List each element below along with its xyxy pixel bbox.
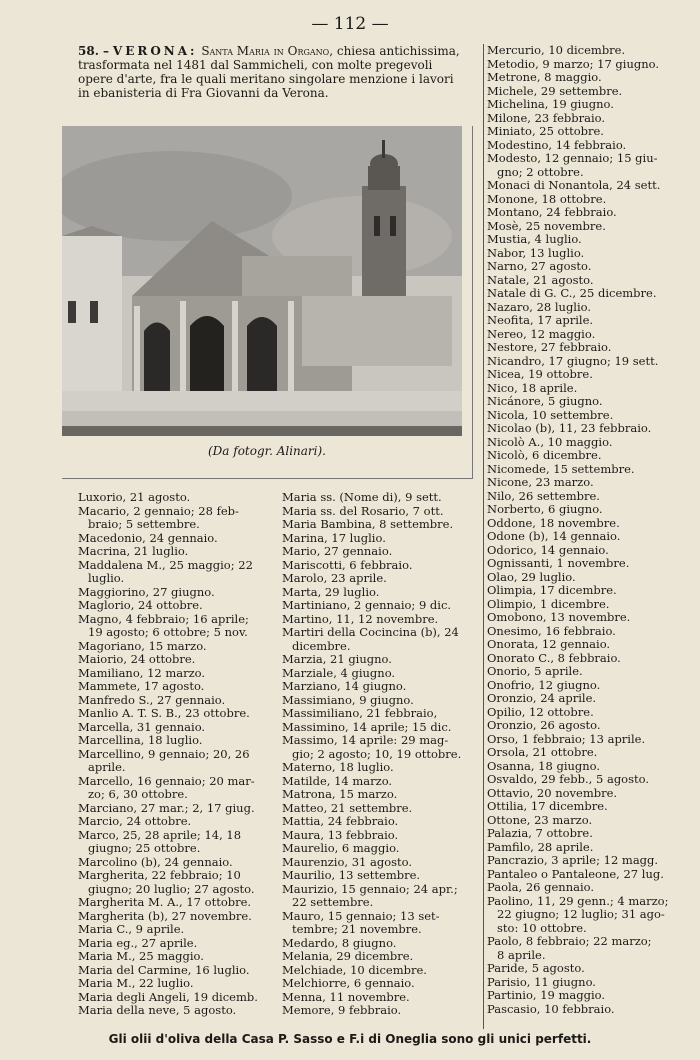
- figure-place: Santa Maria in Organo,: [201, 44, 334, 58]
- saint-entry: Paolino, 11, 29 genn.; 4 marzo; 22 giugno; 12 luglio; 31 ago- sto: 10 ottobre.: [487, 893, 669, 935]
- saint-entry: Paride, 5 agosto.: [487, 961, 585, 975]
- saint-entry: Maria M., 22 luglio.: [78, 976, 194, 990]
- saint-entry: Pancrazio, 3 aprile; 12 magg.: [487, 853, 659, 867]
- saint-entry: Maurelio, 6 maggio.: [282, 841, 400, 855]
- saint-entry: Michele, 29 settembre.: [487, 83, 623, 98]
- saint-entry: Orsola, 21 ottobre.: [487, 745, 598, 759]
- saint-entry: Marziale, 4 giugno.: [282, 665, 396, 680]
- saint-entry: Margherita (b), 27 novembre.: [78, 908, 252, 923]
- saint-entry: Maglorio, 24 ottobre.: [78, 598, 203, 612]
- saint-entry: Paolo, 8 febbraio; 22 marzo; 8 aprile.: [487, 934, 652, 962]
- saint-entry: Pamfilo, 28 aprile.: [487, 839, 594, 854]
- saint-entry: Norberto, 6 giugno.: [487, 502, 603, 516]
- saint-entry: Maggiorino, 27 giugno.: [78, 584, 215, 599]
- advertisement-footer: Gli olii d'oliva della Casa P. Sasso e F.i di Oneglia sono gli unici perfetti.: [108, 1032, 592, 1046]
- saint-entry: Monone, 18 ottobre.: [487, 191, 607, 206]
- saint-entry: Massimino, 14 aprile; 15 dic.: [282, 719, 452, 734]
- saint-entry: Mammete, 17 agosto.: [78, 679, 205, 693]
- saint-entry: Maria C., 9 aprile.: [78, 922, 185, 936]
- saint-entry: Marina, 17 luglio.: [282, 530, 386, 545]
- saint-entry: Menna, 11 novembre.: [282, 989, 410, 1004]
- saint-entry: Macario, 2 gennaio; 28 feb- braio; 5 settembre.: [78, 503, 239, 531]
- saint-entry: Maurilio, 13 settembre.: [282, 868, 421, 882]
- saint-entry: Nazaro, 28 luglio.: [487, 299, 592, 314]
- saint-entry: Maria M., 25 maggio.: [78, 949, 204, 963]
- saint-entry: Nicea, 19 ottobre.: [487, 367, 593, 381]
- saint-entry: Milone, 23 febbraio.: [487, 110, 606, 125]
- saint-entry: Nestore, 27 febbraio.: [487, 340, 612, 354]
- saint-entry: Massimiano, 9 giugno.: [282, 692, 414, 707]
- saint-entry: Melchiade, 10 dicembre.: [282, 962, 427, 977]
- saint-entry: Melania, 29 dicembre.: [282, 949, 414, 963]
- saint-entry: Nicánore, 5 giugno.: [487, 394, 603, 408]
- saint-entry: Maria della neve, 5 agosto.: [78, 1003, 237, 1017]
- saint-entry: Macrina, 21 luglio.: [78, 544, 189, 558]
- saint-entry: Parisio, 11 giugno.: [487, 974, 596, 989]
- saint-entry: Montano, 24 febbraio.: [487, 205, 617, 219]
- saint-entry: Maurenzio, 31 agosto.: [282, 854, 413, 869]
- saint-entry: Manlio A. T. S. B., 23 ottobre.: [78, 706, 250, 720]
- saint-entry: Oddone, 18 novembre.: [487, 515, 620, 530]
- saint-entry: Margherita, 22 febbraio; 10 giugno; 20 luglio; 27 agosto.: [78, 868, 255, 896]
- saint-entry: Neofita, 17 aprile.: [487, 313, 594, 327]
- saint-entry: Ottilia, 17 dicembre.: [487, 799, 608, 813]
- saint-entry: Maddalena M., 25 maggio; 22 luglio.: [78, 557, 253, 585]
- saint-entry: Magoriano, 15 marzo.: [78, 638, 207, 653]
- saint-entry: Miniato, 25 ottobre.: [487, 124, 604, 138]
- saint-entry: Ognissanti, 1 novembre.: [487, 556, 630, 570]
- photo-frame: [62, 126, 473, 479]
- saint-entry: Nico, 18 aprile.: [487, 380, 578, 395]
- saint-entry: Osanna, 18 giugno.: [487, 758, 601, 773]
- saint-entry: Martino, 11, 12 novembre.: [282, 611, 439, 626]
- saint-entry: Medardo, 8 giugno.: [282, 935, 397, 950]
- saint-entry: Matteo, 21 settembre.: [282, 800, 413, 815]
- saint-entry: Onorio, 5 aprile.: [487, 664, 583, 678]
- saint-entry: Nicolò, 6 dicembre.: [487, 448, 602, 462]
- saint-entry: Olimpio, 1 dicembre.: [487, 596, 610, 611]
- saint-entry: Oronzio, 26 agosto.: [487, 718, 601, 732]
- saint-entry: Marta, 29 luglio.: [282, 584, 380, 599]
- saint-entry: Mattia, 24 febbraio.: [282, 814, 399, 828]
- saint-entry: Marcello, 16 gennaio; 20 mar- zo; 6, 30 ottobre.: [78, 773, 255, 801]
- saint-entry: Nicolò A., 10 maggio.: [487, 434, 613, 449]
- saint-entry: Matrona, 15 marzo.: [282, 787, 398, 801]
- saint-entry: Orso, 1 febbraio; 13 aprile.: [487, 731, 646, 746]
- saint-entry: Memore, 9 febbraio.: [282, 1003, 402, 1017]
- saint-entry: Palazia, 7 ottobre.: [487, 826, 593, 840]
- saint-entry: Massimo, 14 aprile: 29 mag- gio; 2 agosto; 10, 19 ottobre.: [282, 733, 462, 761]
- saint-entry: Marco, 25, 28 aprile; 14, 18 giugno; 25 ottobre.: [78, 827, 242, 855]
- saint-entry: Oronzio, 24 aprile.: [487, 691, 597, 705]
- saint-entry: Maria eg., 27 aprile.: [78, 935, 198, 950]
- saint-entry: Luxorio, 21 agosto.: [78, 490, 191, 504]
- saint-entry: Omobono, 13 novembre.: [487, 610, 631, 624]
- saint-entry: Marcellino, 9 gennaio; 20, 26 aprile.: [78, 746, 250, 774]
- church-photo: [62, 126, 462, 436]
- saint-entry: Mario, 27 gennaio.: [282, 544, 393, 558]
- saint-entry: Opilio, 12 ottobre.: [487, 704, 594, 719]
- calendar-column-middle: [282, 491, 474, 1018]
- saint-entry: Maria degli Angeli, 19 dicemb.: [78, 989, 258, 1004]
- calendar-column-right: [487, 44, 687, 1016]
- figure-heading: [78, 44, 466, 100]
- saint-entry: Marolo, 23 aprile.: [282, 571, 387, 585]
- saint-entry: Pantaleo o Pantaleone, 27 lug.: [487, 866, 664, 881]
- saint-entry: Mustia, 4 luglio.: [487, 232, 582, 246]
- figure-description: chiesa antichissima, trasformata nel 1481 dal Sammicheli, con molte pregevoli opere d'arte, fra le quali meritano singolare menzione i lavori in ebanisteria di Fra Giovanni da Verona.: [78, 44, 460, 100]
- saint-entry: Odorico, 14 gennaio.: [487, 542, 609, 557]
- saint-entry: Nabor, 13 luglio.: [487, 245, 585, 260]
- saint-entry: Mamiliano, 12 marzo.: [78, 665, 206, 680]
- saint-entry: Metrone, 8 maggio.: [487, 70, 602, 84]
- saint-entry: Marcio, 24 ottobre.: [78, 814, 192, 828]
- saint-entry: Ottavio, 20 novembre.: [487, 785, 618, 800]
- saint-entry: Ottone, 23 marzo.: [487, 812, 593, 827]
- saint-entry: Melchiorre, 6 gennaio.: [282, 976, 415, 990]
- saint-entry: Martiniano, 2 gennaio; 9 dic.: [282, 598, 452, 612]
- saint-entry: Maria ss. del Rosario, 7 ott.: [282, 503, 444, 518]
- saint-entry: Narno, 27 agosto.: [487, 259, 592, 273]
- saint-entry: Onorato C., 8 febbraio.: [487, 650, 621, 665]
- saint-entry: Maria del Carmine, 16 luglio.: [78, 962, 250, 977]
- saint-entry: Michelina, 19 giugno.: [487, 97, 614, 111]
- saint-entry: Massimiliano, 21 febbraio,: [282, 706, 438, 720]
- saint-entry: Maurizio, 15 gennaio; 24 apr.; 22 settembre.: [282, 881, 458, 909]
- saint-entry: Onorata, 12 gennaio.: [487, 637, 611, 651]
- saint-entry: Maria Bambina, 8 settembre.: [282, 517, 454, 531]
- saint-entry: Marcella, 31 gennaio.: [78, 719, 206, 734]
- saint-entry: Marcolino (b), 24 gennaio.: [78, 854, 233, 869]
- saint-entry: Macedonio, 24 gennaio.: [78, 530, 218, 545]
- page-number: — 112 —: [311, 14, 389, 34]
- saint-entry: Manfredo S., 27 gennaio.: [78, 692, 226, 707]
- saint-entry: Nicolao (b), 11, 23 febbraio.: [487, 421, 652, 435]
- saint-entry: Martiri della Cocincina (b), 24 dicembre.: [282, 625, 459, 653]
- photo-caption: (Da fotogr. Alinari).: [207, 444, 326, 458]
- saint-entry: Odone (b), 14 gennaio.: [487, 529, 621, 543]
- saint-entry: Mercurio, 10 dicembre.: [487, 43, 626, 57]
- saint-entry: Nicola, 10 settembre.: [487, 407, 614, 422]
- saint-entry: Nereo, 12 maggio.: [487, 326, 596, 341]
- saint-entry: Marziano, 14 giugno.: [282, 679, 407, 693]
- saint-entry: Mariscotti, 6 febbraio.: [282, 557, 413, 572]
- saint-entry: Modesto, 12 gennaio; 15 giu- gno; 2 ottobre.: [487, 151, 658, 179]
- saint-entry: Mosè, 25 novembre.: [487, 218, 606, 233]
- saint-entry: Mauro, 15 gennaio; 13 set- tembre; 21 novembre.: [282, 908, 440, 936]
- saint-entry: Maiorio, 24 ottobre.: [78, 652, 196, 666]
- saint-entry: Nicandro, 17 giugno; 19 sett.: [487, 353, 659, 368]
- saint-entry: Pascasio, 10 febbraio.: [487, 1001, 615, 1016]
- saint-entry: Nicomede, 15 settembre.: [487, 461, 635, 476]
- saint-entry: Maura, 13 febbraio.: [282, 827, 399, 842]
- saint-entry: Partinio, 19 maggio.: [487, 988, 606, 1002]
- saint-entry: Olimpia, 17 dicembre.: [487, 583, 617, 597]
- saint-entry: Marcellina, 18 luglio.: [78, 733, 203, 747]
- saint-entry: Olao, 29 luglio.: [487, 569, 576, 584]
- figure-number: 58. –: [78, 44, 110, 58]
- calendar-column-left: [78, 491, 268, 1018]
- saint-entry: Modestino, 14 febbraio.: [487, 137, 627, 152]
- saint-entry: Magno, 4 febbraio; 16 aprile; 19 agosto; 6 ottobre; 5 nov.: [78, 611, 249, 639]
- saint-entry: Margherita M. A., 17 ottobre.: [78, 895, 252, 909]
- saint-entry: Monaci di Nonantola, 24 sett.: [487, 178, 661, 192]
- saint-entry: Marciano, 27 mar.; 2, 17 giug.: [78, 800, 255, 815]
- saint-entry: Marzia, 21 giugno.: [282, 652, 392, 666]
- saint-entry: Materno, 18 luglio.: [282, 760, 394, 774]
- saint-entry: Natale, 21 agosto.: [487, 272, 594, 287]
- saint-entry: Onofrio, 12 giugno.: [487, 677, 601, 692]
- column-divider: [483, 44, 484, 1029]
- figure-city: VERONA:: [112, 44, 198, 58]
- saint-entry: Osvaldo, 29 febb., 5 agosto.: [487, 772, 650, 786]
- saint-entry: Nicone, 23 marzo.: [487, 475, 594, 489]
- saint-entry: Maria ss. (Nome di), 9 sett.: [282, 490, 442, 504]
- saint-entry: Metodio, 9 marzo; 17 giugno.: [487, 56, 660, 71]
- saint-entry: Matilde, 14 marzo.: [282, 773, 393, 788]
- saint-entry: Paola, 26 gennaio.: [487, 880, 595, 894]
- saint-entry: Nilo, 26 settembre.: [487, 488, 600, 503]
- saint-entry: Onesimo, 16 febbraio.: [487, 623, 616, 638]
- saint-entry: Natale di G. C., 25 dicembre.: [487, 286, 657, 300]
